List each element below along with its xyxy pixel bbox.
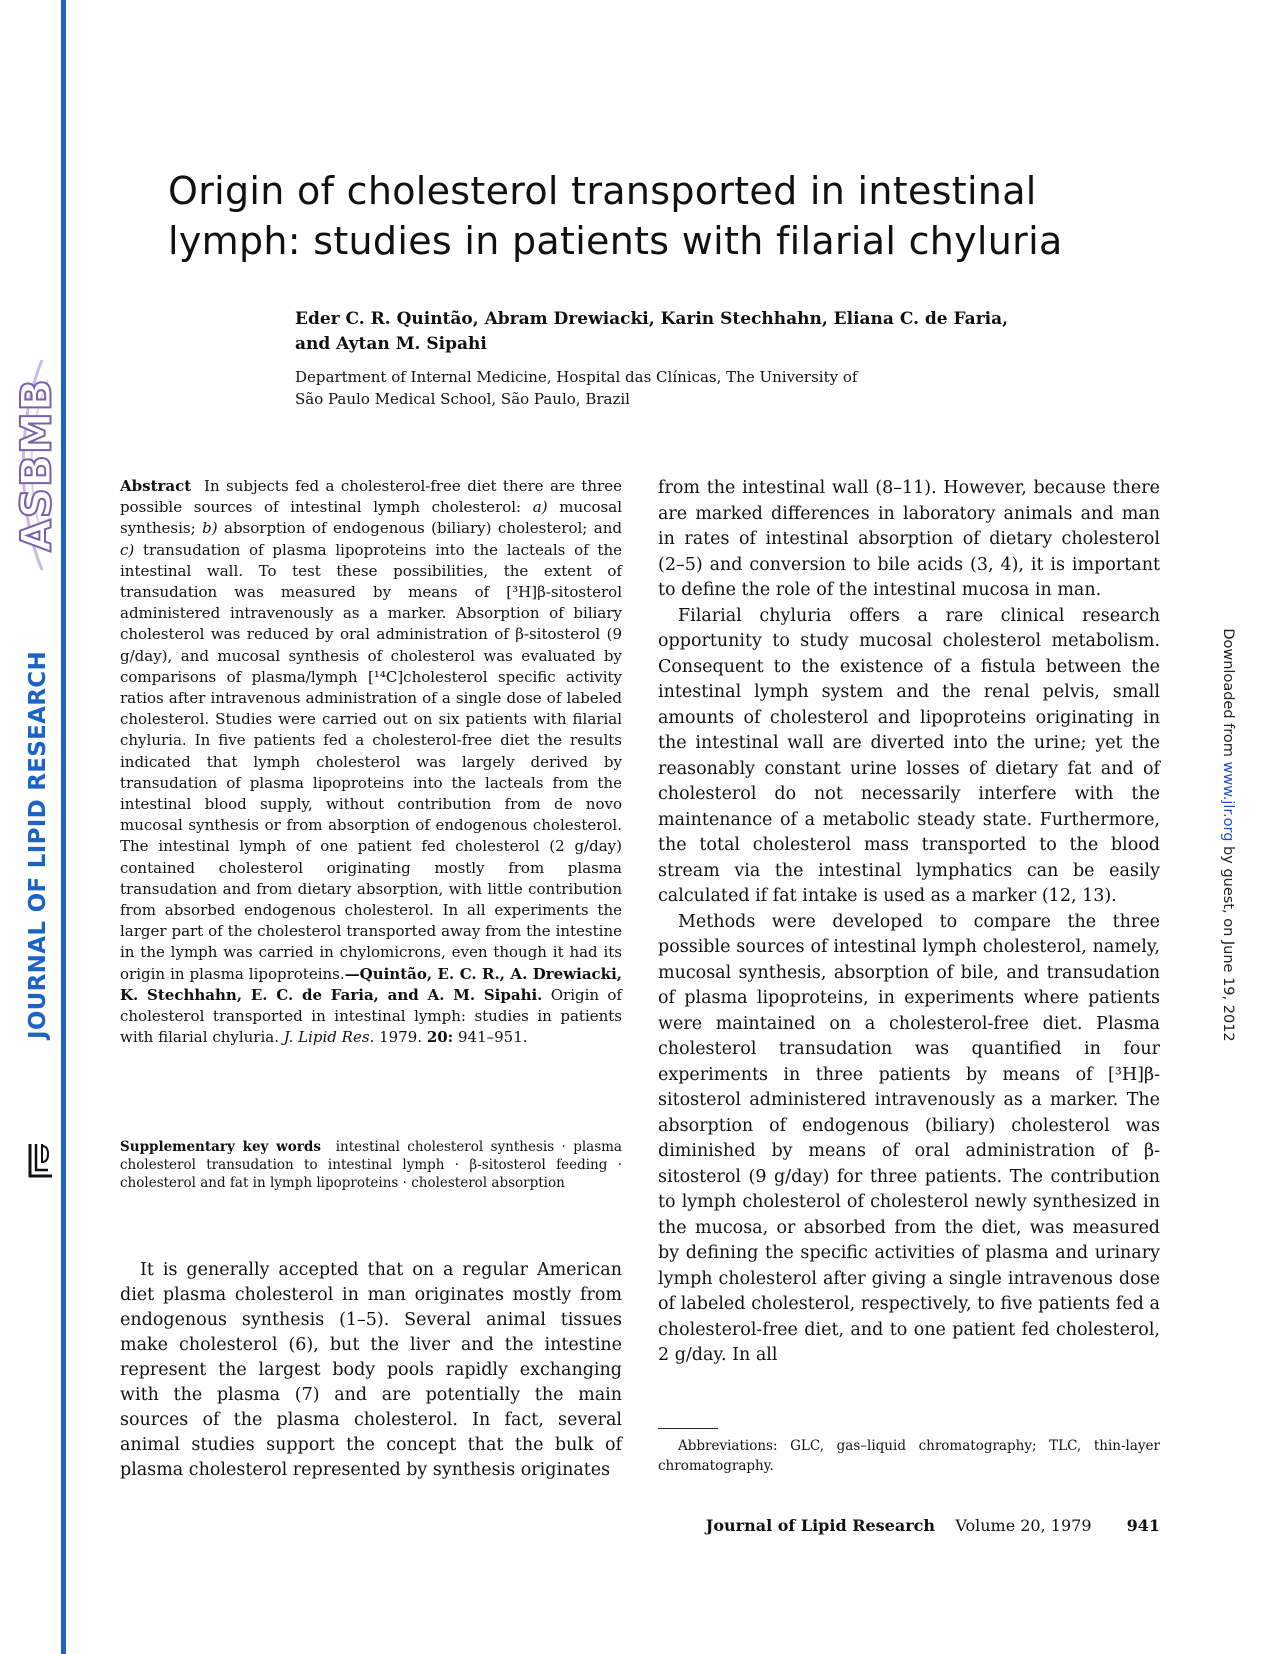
article-title — [168, 166, 1188, 266]
authors-line-1: Eder C. R. Quintão, Abram Drewiacki, Karin Stechhahn, Eliana C. de Faria, — [295, 309, 1009, 329]
jlr-link[interactable]: www.jlr.org — [1220, 761, 1236, 842]
citation-year: 1979. — [374, 1028, 427, 1047]
right-paragraph-2: Filarial chyluria offers a rare clinical research opportunity to study mucosal cholesterol metabolism. Consequent to the existence of a fistula between the intestinal lymph system and the renal pelvis, small amounts of cholesterol and lipoproteins originating in the intestinal wall are diverted into the urine; yet the reasonably constant urine losses of dietary fat and of cholesterol do not necessarily interfere with the maintenance of a metabolic steady state. Furthermore, the total cholesterol mass transported to the blood stream via the intestinal lymphatics can be easily calculated if fat intake is used as a marker (12, 13). — [658, 605, 1160, 906]
title-line-1: Origin of cholesterol transported in intestinal — [168, 169, 1037, 213]
abstract-text-2: mucosal synthesis; — [120, 498, 622, 538]
citation-volume: 20: — [426, 1028, 454, 1047]
asbmb-logo: ASBMB — [11, 378, 61, 552]
citation-journal: J. Lipid Res. — [283, 1028, 375, 1047]
footer-volume: Volume 20, 1979 — [955, 1516, 1092, 1535]
affiliation — [295, 366, 995, 410]
keywords-text: intestinal cholesterol synthesis · plasma cholesterol transudation to intestinal lymph · β-sitosterol feeding · cholesterol and fat in lymph lipoproteins · cholesterol absorption — [120, 1139, 622, 1191]
abstract-label: Abstract — [120, 477, 192, 495]
author-list — [295, 307, 1095, 357]
abstract-item-b: b) — [202, 519, 218, 538]
journal-name-vertical: JOURNAL OF LIPID RESEARCH — [25, 650, 51, 1040]
citation-authors: —Quintão, E. C. R., A. Drewiacki, K. Stechhahn, E. C. de Faria, and A. M. Sipahi. — [120, 964, 622, 1004]
affiliation-line-2: São Paulo Medical School, São Paulo, Brazil — [295, 390, 630, 408]
page-footer — [690, 1516, 1160, 1535]
footer-journal: Journal of Lipid Research — [705, 1516, 936, 1535]
abstract-item-c: c) — [120, 540, 135, 559]
abstract — [120, 476, 622, 1048]
right-paragraph-1: from the intestinal wall (8–11). However, because there are marked differences in laboratory animals and man in rates of intestinal absorption of dietary cholesterol (2–5) and conversion to bile acids (3, 4), it is important to define the role of the intestinal mucosa in man. — [658, 478, 1160, 600]
introduction — [120, 1258, 622, 1483]
affiliation-line-1: Department of Internal Medicine, Hospital das Clínicas, The University of — [295, 368, 858, 386]
jlr-logo-icon — [26, 1140, 56, 1180]
keywords-label: Supplementary key words — [120, 1139, 321, 1155]
intro-paragraph-1: It is generally accepted that on a regular American diet plasma cholesterol in man originates mostly from endogenous synthesis (1–5). Several animal tissues make cholesterol (6), but the liver and the intestine represent the largest body pools rapidly exchanging with the plasma (7) and are potentially the main sources of the plasma cholesterol. In fact, several animal studies support the concept that the bulk of plasma cholesterol represented by synthesis originates — [120, 1260, 622, 1480]
footnote: Abbreviations: GLC, gas–liquid chromatography; TLC, thin-layer chromatography. — [658, 1438, 1160, 1474]
citation-pages: 941–951. — [453, 1028, 528, 1047]
abstract-item-a: a) — [532, 498, 548, 517]
download-notice — [1220, 628, 1236, 1041]
journal-sidebar — [0, 0, 62, 1654]
footnote-rule — [658, 1428, 718, 1429]
title-line-2: lymph: studies in patients with filarial chyluria — [168, 219, 1063, 263]
abstract-text-3: absorption of endogenous (biliary) cholesterol; and — [217, 519, 622, 538]
abstract-text-4: transudation of plasma lipoproteins into the lacteals of the intestinal wall. To test these possibilities, the extent of transudation was measured by means of [³H]β-sitosterol administered intravenously as a marker. Absorption of biliary cholesterol was reduced by oral administration of β-sitosterol (9 g/day), and mucosal synthesis of cholesterol was evaluated by comparisons of plasma/lymph [¹⁴C]cholesterol specific activity ratios after intravenous administration of a single dose of labeled cholesterol. Studies were carried out on six patients with filarial chyluria. In five patients fed a cholesterol-free diet the results indicated that lymph cholesterol was largely derived by transudation of plasma lipoproteins into the lacteals from the intestinal blood supply, without contribution from de novo mucosal synthesis or from absorption of endogenous cholesterol. The intestinal lymph of one patient fed cholesterol (2 g/day) contained cholesterol originating mostly from plasma transudation and from dietary absorption, with little contribution from absorbed endogenous cholesterol. In all experiments the larger part of the cholesterol transported away from the intestine in the lymph was carried in chylomicrons, even though it had its origin in plasma lipoproteins. — [120, 540, 622, 983]
authors-line-2: and Aytan M. Sipahi — [295, 334, 487, 354]
citation-title: Origin of cholesterol transported in intestinal lymph: studies in patients with filarial chyluria. — [120, 985, 622, 1047]
right-column — [658, 476, 1160, 1369]
page-number: 941 — [1126, 1516, 1160, 1535]
download-prefix: Downloaded from — [1220, 628, 1236, 762]
abstract-text-1: In subjects fed a cholesterol-free diet there are three possible sources of intestinal lymph cholesterol: — [120, 477, 622, 517]
right-paragraph-3: Methods were developed to compare the three possible sources of intestinal lymph cholesterol, namely, mucosal synthesis, absorption of bile, and transudation of plasma lipoproteins, in experiments where patients were maintained on a cholesterol-free diet. Plasma cholesterol transudation was quantified in four experiments in three patients by means of [³H]β-sitosterol administered intravenously as a marker. The absorption of endogenous (biliary) cholesterol was diminished by means of oral administration of β-sitosterol (9 g/day) for three patients. The contribution to lymph cholesterol of cholesterol newly synthesized in the mucosa, or absorbed from the diet, was measured by defining the specific activities of plasma and urinary lymph cholesterol after giving a single intravenous dose of labeled cholesterol, respectively, to five patients fed a cholesterol-free diet, and to one patient fed cholesterol, 2 g/day. In all — [658, 911, 1160, 1365]
supplementary-keywords — [120, 1138, 622, 1192]
download-suffix: by guest, on June 19, 2012 — [1220, 841, 1236, 1042]
